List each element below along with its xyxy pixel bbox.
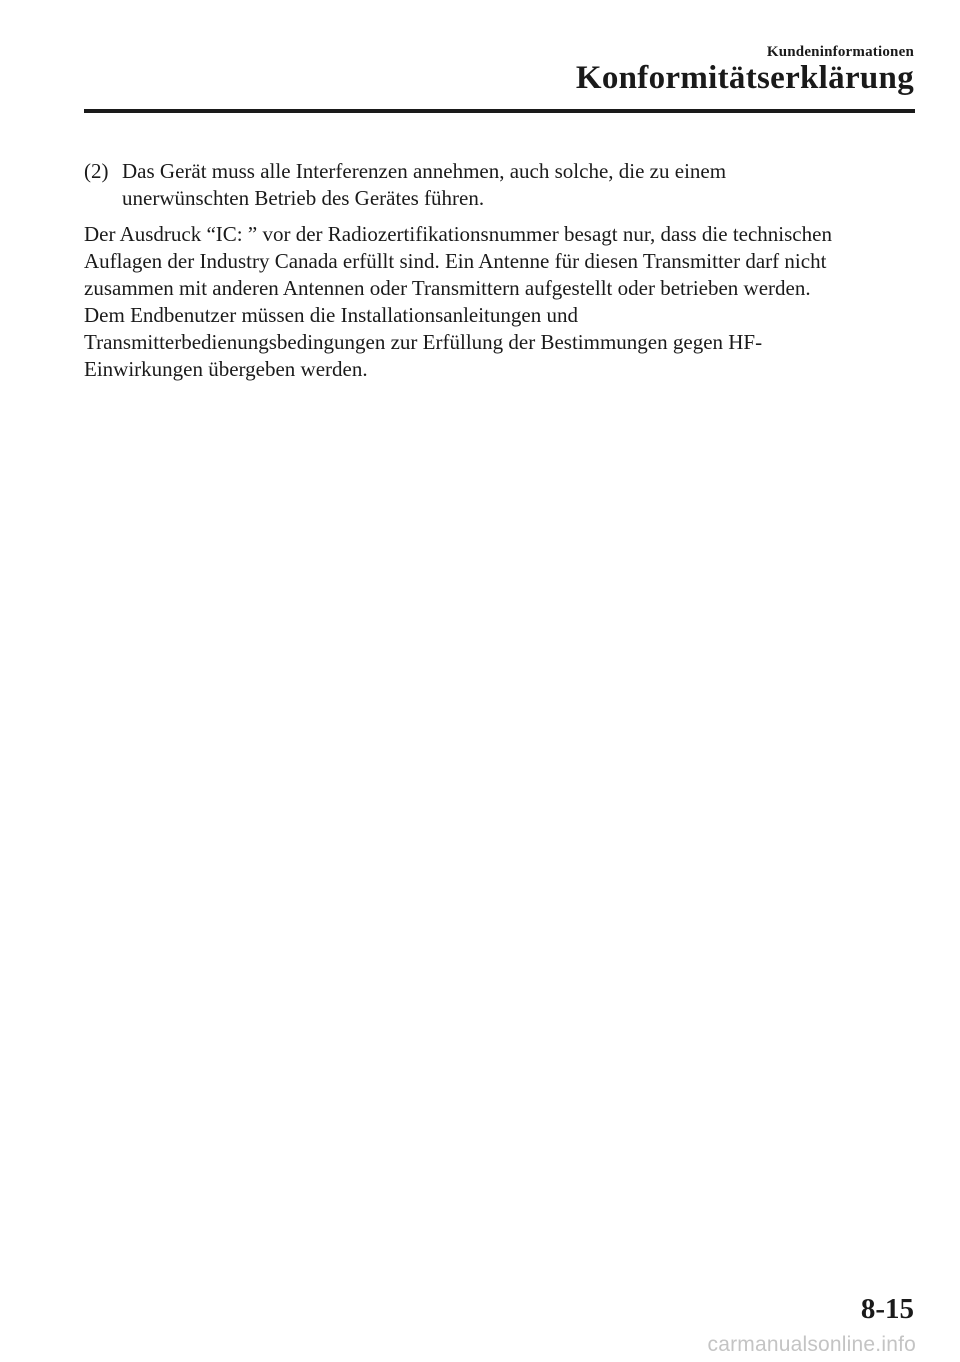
paragraph-line: Der Ausdruck “IC: ” vor der Radiozertifikationsnummer besagt nur, dass die technischen [84,222,832,246]
page-title: Konformitätserklärung [575,60,914,96]
paragraph-line: Auflagen der Industry Canada erfüllt sind. Ein Antenne für diesen Transmitter darf nicht [84,249,827,273]
list-item [84,158,920,212]
body-paragraph [84,221,920,383]
paragraph-line: Dem Endbenutzer müssen die Installationsanleitungen und [84,303,578,327]
main-content [84,158,920,383]
paragraph-line: Transmitterbedienungsbedingungen zur Erfüllung der Bestimmungen gegen HF- [84,330,763,354]
section-label: Kundeninformationen [766,44,914,60]
list-item-text [122,158,920,212]
list-item-line: unerwünschten Betrieb des Gerätes führen. [122,186,485,210]
page-number: 8-15 [860,1293,914,1325]
list-item-line: Das Gerät muss alle Interferenzen annehmen, auch solche, die zu einem [122,159,727,183]
paragraph-line: zusammen mit anderen Antennen oder Transmittern aufgestellt oder betrieben werden. [84,276,811,300]
list-item-marker: (2) [84,159,109,183]
paragraph-line: Einwirkungen übergeben werden. [84,357,368,381]
watermark-text: carmanualsonline.info [707,1333,916,1356]
header-divider [84,109,915,113]
